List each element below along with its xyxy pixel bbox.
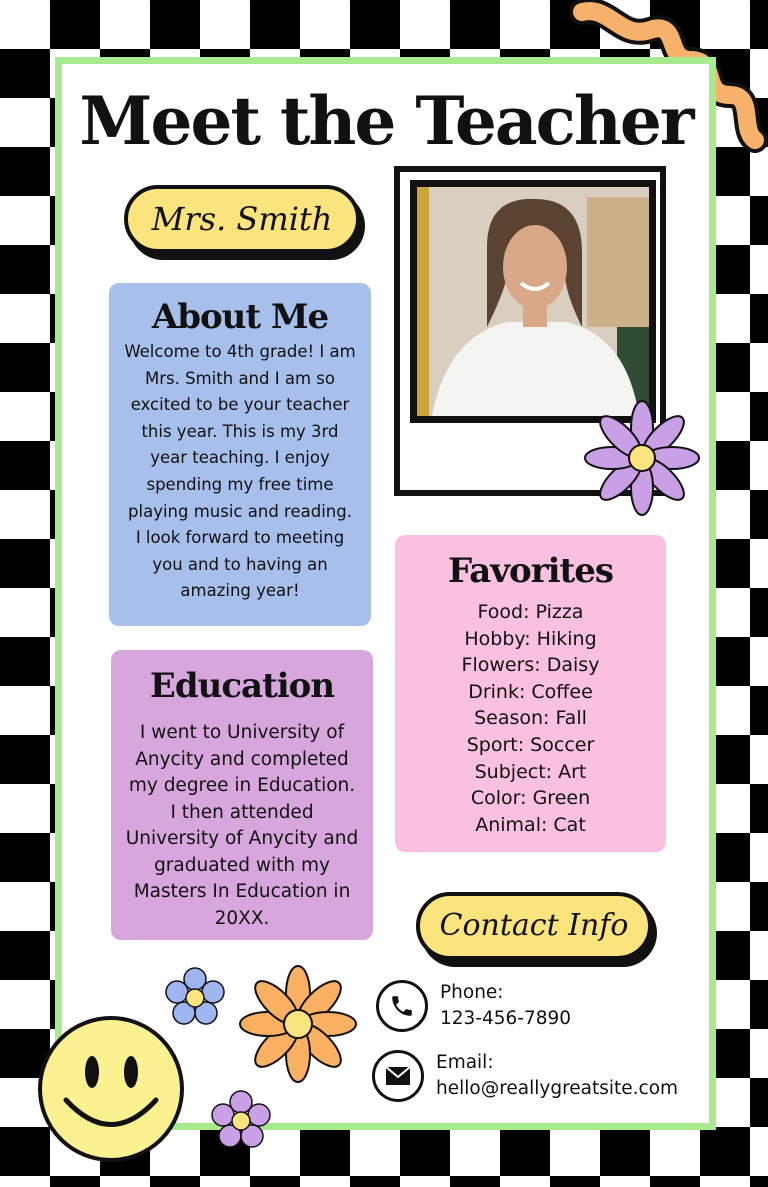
favorites-box xyxy=(395,535,666,852)
favorites-list xyxy=(395,599,666,838)
mail-icon xyxy=(372,1050,424,1102)
page-title: Meet the Teacher xyxy=(79,82,693,160)
phone-icon xyxy=(376,980,428,1032)
email-contact xyxy=(372,1050,678,1102)
about-heading: About Me xyxy=(151,297,329,337)
email-text xyxy=(436,1050,678,1102)
list-item: Food: Pizza xyxy=(477,601,584,623)
teacher-name-badge: Mrs. Smith xyxy=(124,185,360,253)
teacher-photo xyxy=(410,180,656,423)
list-item: Flowers: Daisy xyxy=(461,654,600,677)
contact-info-badge: Contact Info xyxy=(416,892,652,960)
phone-label: Phone: xyxy=(440,982,504,1003)
list-item: Hobby: Hiking xyxy=(464,627,597,650)
list-item: Sport: Soccer xyxy=(466,733,595,756)
list-item: Drink: Coffee xyxy=(468,680,593,703)
about-me-box xyxy=(109,283,371,626)
list-item: Season: Fall xyxy=(474,707,587,730)
phone-contact xyxy=(376,980,571,1032)
flower-icon xyxy=(582,398,702,518)
education-text: I went to University of Anycity and completed my degree in Education. I then attended University of Anycity and graduated with my Masters In Education in 20XX. xyxy=(125,722,359,929)
email-label: Email: xyxy=(436,1052,494,1073)
flower-icon xyxy=(236,962,360,1086)
phone-text xyxy=(440,980,571,1032)
list-item: Animal: Cat xyxy=(475,813,586,836)
flower-icon xyxy=(204,1084,278,1158)
list-item: Color: Green xyxy=(470,787,591,810)
email-address[interactable]: hello@reallygreatsite.com xyxy=(436,1078,679,1099)
phone-number[interactable]: 123-456-7890 xyxy=(440,1008,572,1029)
favorites-heading: Favorites xyxy=(447,551,614,591)
education-heading: Education xyxy=(149,666,335,706)
about-text: Welcome to 4th grade! I am Mrs. Smith and I am so excited to be your teacher this year. This is my 3rd year teaching. I enjoy spending my free time playing music and reading. I look forward to meeting you and to having an amazing year! xyxy=(124,342,356,601)
education-box xyxy=(111,650,373,940)
list-item: Subject: Art xyxy=(474,760,587,783)
smiley-icon xyxy=(36,1014,186,1164)
